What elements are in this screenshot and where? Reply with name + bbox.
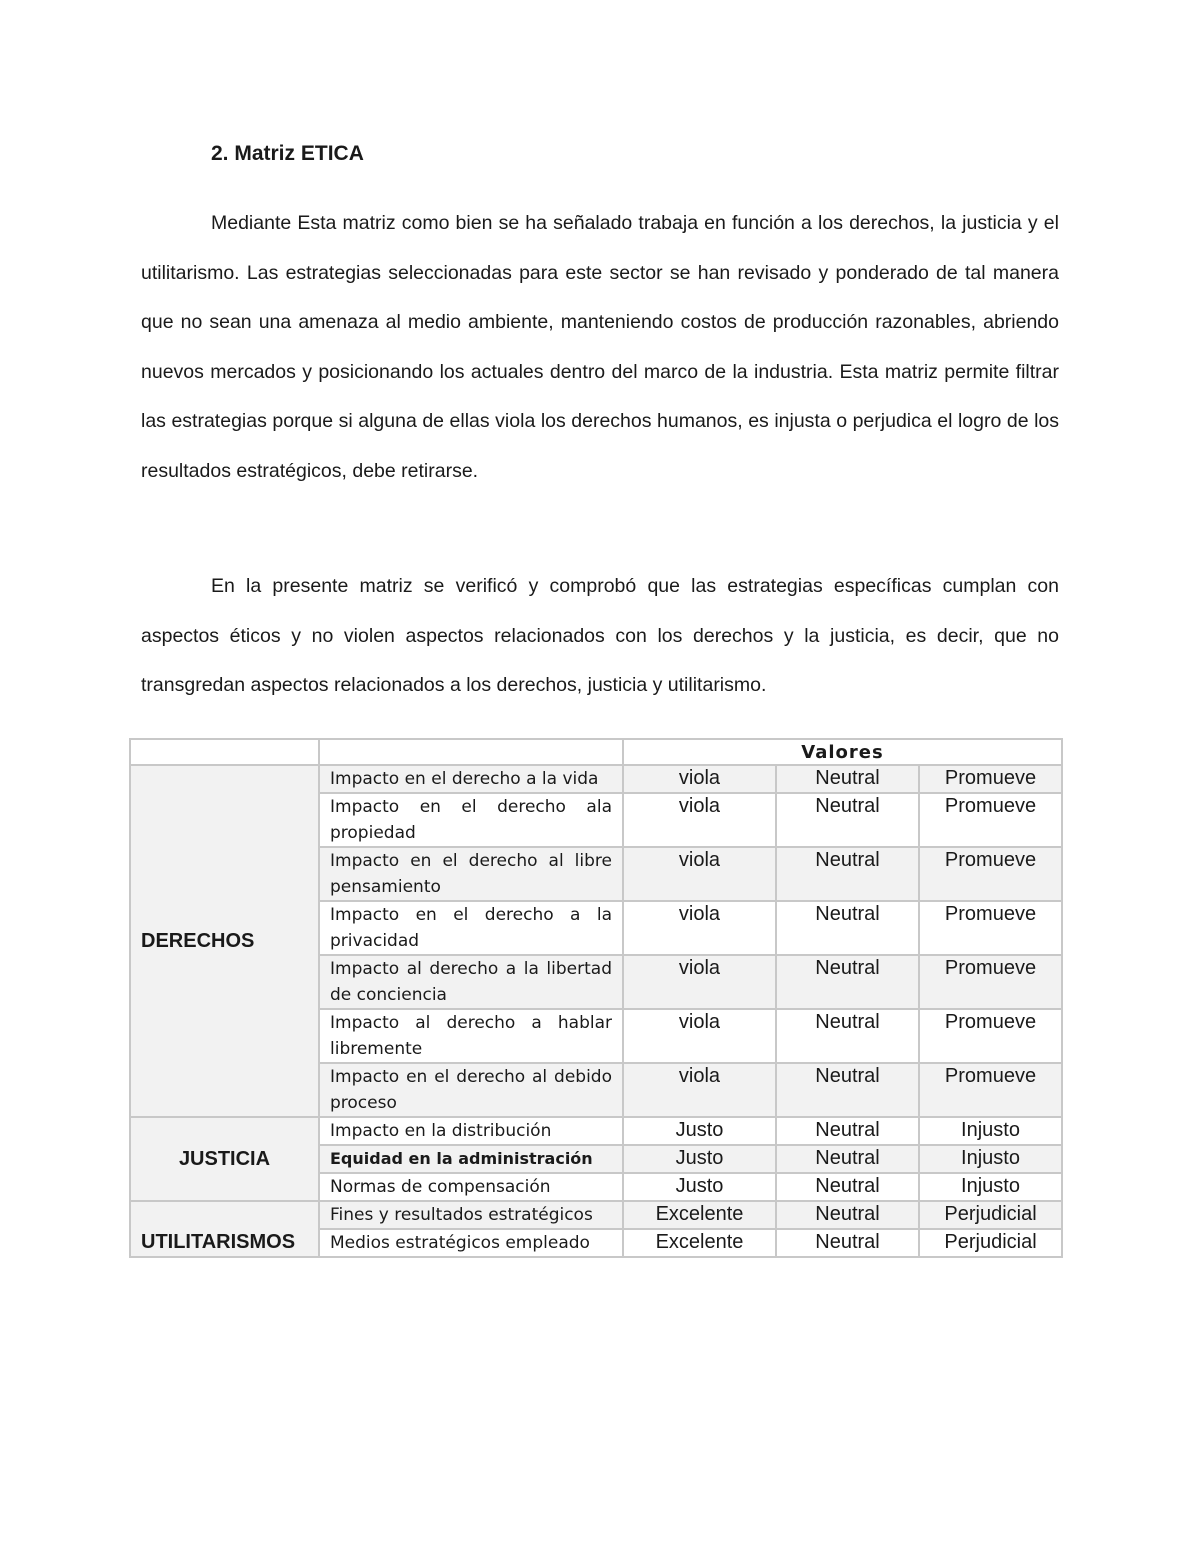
value-cell: Excelente: [623, 1229, 776, 1257]
value-cell: Neutral: [776, 955, 919, 1009]
criterion-cell: Fines y resultados estratégicos: [319, 1201, 623, 1229]
criterion-cell: Impacto en el derecho al libre pensamiento: [319, 847, 623, 901]
value-cell: Neutral: [776, 1009, 919, 1063]
group-justicia: JUSTICIA: [130, 1117, 319, 1201]
value-cell: Perjudicial: [919, 1201, 1062, 1229]
table-row: [130, 1201, 1062, 1229]
empty-header-cell: [319, 739, 623, 765]
value-cell: Promueve: [919, 901, 1062, 955]
value-cell: viola: [623, 793, 776, 847]
value-cell: Promueve: [919, 955, 1062, 1009]
value-cell: Neutral: [776, 1063, 919, 1117]
value-cell: Neutral: [776, 793, 919, 847]
value-cell: Perjudicial: [919, 1229, 1062, 1257]
value-cell: Neutral: [776, 1117, 919, 1145]
value-cell: Justo: [623, 1117, 776, 1145]
empty-header-cell: [130, 739, 319, 765]
criterion-cell: Impacto al derecho a la libertad de conciencia: [319, 955, 623, 1009]
value-cell: Neutral: [776, 1201, 919, 1229]
value-cell: Neutral: [776, 1229, 919, 1257]
section-heading: 2. Matriz ETICA: [211, 142, 364, 165]
group-utilitarismos: UTILITARISMOS: [130, 1201, 319, 1257]
value-cell: Justo: [623, 1145, 776, 1173]
table-header-row: [130, 739, 1062, 765]
criterion-cell: Equidad en la administración: [319, 1145, 623, 1173]
criterion-cell: Impacto en el derecho ala propiedad: [319, 793, 623, 847]
criterion-cell: Impacto en el derecho al debido proceso: [319, 1063, 623, 1117]
value-cell: Promueve: [919, 1009, 1062, 1063]
value-cell: viola: [623, 1063, 776, 1117]
value-cell: Neutral: [776, 847, 919, 901]
criterion-cell: Normas de compensación: [319, 1173, 623, 1201]
value-cell: viola: [623, 955, 776, 1009]
criterion-cell: Impacto al derecho a hablar libremente: [319, 1009, 623, 1063]
value-cell: viola: [623, 901, 776, 955]
table-row: [130, 765, 1062, 793]
values-header: Valores: [623, 739, 1062, 765]
value-cell: Injusto: [919, 1145, 1062, 1173]
value-cell: viola: [623, 765, 776, 793]
value-cell: Injusto: [919, 1173, 1062, 1201]
value-cell: Neutral: [776, 901, 919, 955]
value-cell: Promueve: [919, 1063, 1062, 1117]
table-row: [130, 1117, 1062, 1145]
ethics-matrix-table: [129, 738, 1063, 1258]
value-cell: Neutral: [776, 765, 919, 793]
value-cell: Justo: [623, 1173, 776, 1201]
criterion-cell: Medios estratégicos empleado: [319, 1229, 623, 1257]
criterion-cell: Impacto en la distribución: [319, 1117, 623, 1145]
value-cell: Excelente: [623, 1201, 776, 1229]
value-cell: Promueve: [919, 765, 1062, 793]
value-cell: Injusto: [919, 1117, 1062, 1145]
value-cell: Neutral: [776, 1145, 919, 1173]
paragraph-verification: En la presente matriz se verificó y comprobó que las estrategias específicas cumplan con aspectos éticos y no violen aspectos relacionados con los derechos y la justicia, es decir, que no transgredan aspectos relacionados a los derechos, justicia y utilitarismo.: [141, 575, 1059, 697]
group-derechos: DERECHOS: [130, 765, 319, 1117]
value-cell: viola: [623, 847, 776, 901]
value-cell: Promueve: [919, 847, 1062, 901]
value-cell: viola: [623, 1009, 776, 1063]
value-cell: Neutral: [776, 1173, 919, 1201]
value-cell: Promueve: [919, 793, 1062, 847]
criterion-cell: Impacto en el derecho a la privacidad: [319, 901, 623, 955]
paragraph-intro: Mediante Esta matriz como bien se ha señalado trabaja en función a los derechos, la justicia y el utilitarismo. Las estrategias seleccionadas para este sector se han revisado y ponderado de tal manera que no sean una amenaza al medio ambiente, manteniendo costos de producción razonables, abriendo nuevos mercados y posicionando los actuales dentro del marco de la industria. Esta matriz permite filtrar las estrategias porque si alguna de ellas viola los derechos humanos, es injusta o perjudica el logro de los resultados estratégicos, debe retirarse.: [141, 212, 1059, 482]
criterion-cell: Impacto en el derecho a la vida: [319, 765, 623, 793]
